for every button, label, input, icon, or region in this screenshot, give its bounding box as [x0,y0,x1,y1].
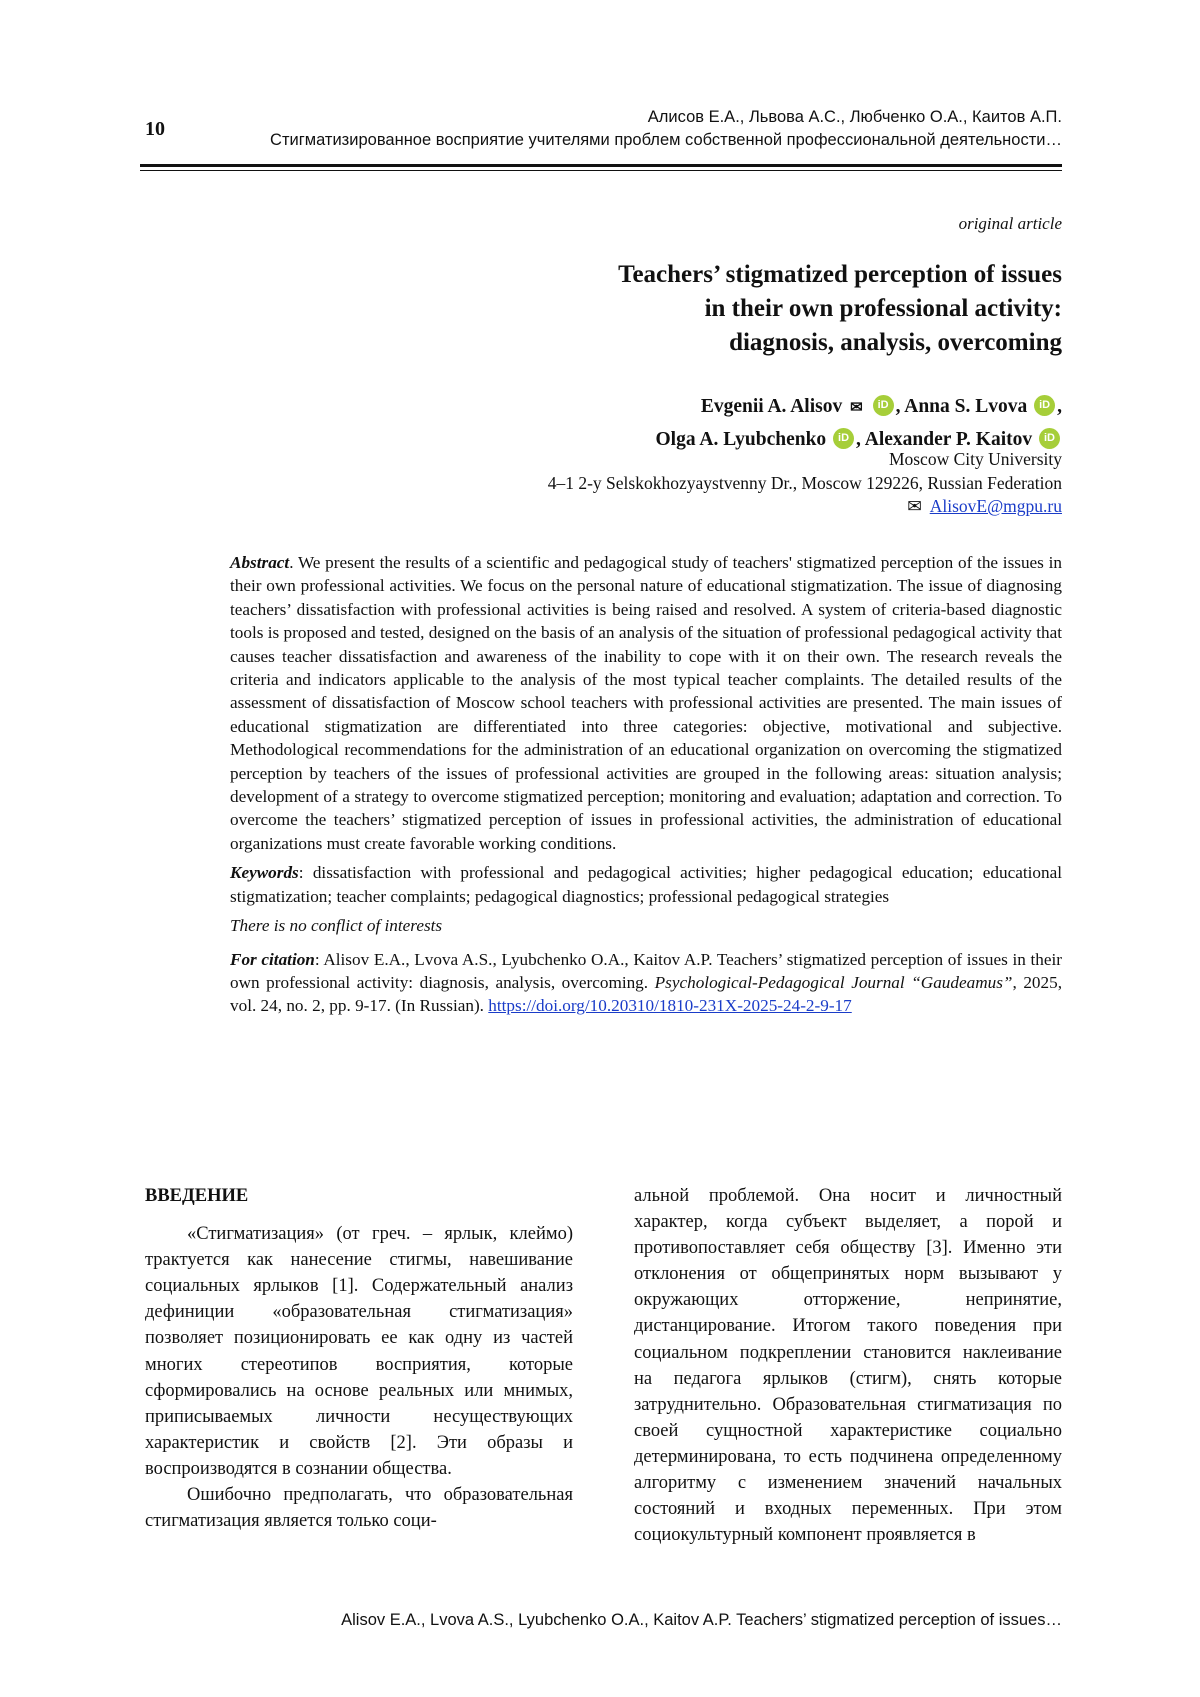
keywords-text: : dissatisfaction with professional and pedagogical activities; higher pedagogical education; educational stigmatization; teacher complaints; pedagogical diagnostics; professional pedagogical strategies [230,863,1062,906]
conflict-statement: There is no conflict of interests [230,916,443,936]
keywords-paragraph [230,861,1062,908]
title-line-2: in their own professional activity: [704,295,1062,322]
orcid-icon[interactable]: iD [833,428,854,449]
section-heading-introduction: ВВЕДЕНИЕ [145,1186,249,1206]
body-paragraph: Ошибочно предполагать, что образовательная стигматизация является только соци- [145,1485,573,1532]
orcid-icon[interactable]: iD [1034,395,1055,416]
running-header-title: Стигматизированное восприятие учителями проблем собственной профессиональной деятельности… [270,131,1062,149]
abstract-paragraph [230,551,1062,855]
university-name: Moscow City University [888,449,1062,469]
body-column-right [634,1183,1062,1548]
running-header-authors: Алисов Е.А., Львова А.С., Любченко О.А., Каитов А.П. [647,108,1062,126]
header-rule-thin [140,170,1062,171]
header-rule-thick [140,164,1062,167]
body-paragraph: «Стигматизация» (от греч. – ярлык, клеймо) трактуется как нанесение стигмы, навешивание социальных ярлыков [1]. Содержательный анализ дефиниции «образовательная стигматизация» позволяет позиционировать ее как одну из частей многих стереотипов восприятия, которые сформировались на основе реальных или мнимых, приписываемых личности несуществующих характеристик и свойств [2]. Эти образы и воспроизводятся в сознании общества. [145,1224,573,1479]
affiliation [548,448,1062,519]
title-line-3: diagnosis, analysis, overcoming [729,329,1062,356]
body-paragraph: альной проблемой. Она носит и личностный характер, когда субъект выделяет, а порой и противопоставляет себя обществу [3]. Именно эти отклонения от общепринятых норм вызывают у окружающих отторжение, непринятие, дистанцирование. Итогом такого поведения при социальном подкреплении становится наклеивание на педагога ярлыков (стигм), снять которые затруднительно. Образовательная стигматизация по своей сущностной характеристике социально детерминирована, то есть подчинена определенному алгоритму с изменением значений начальных состояний и входных переменных. При этом социокультурный компонент проявляется в [634,1186,1062,1546]
abstract-block [230,551,1062,1018]
author-lyubchenko: Olga A. Lyubchenko [655,429,827,450]
keywords-label: Keywords [230,863,299,883]
email-link[interactable]: AlisovE@mgpu.ru [929,496,1062,516]
page-number: 10 [145,118,165,140]
orcid-icon[interactable]: iD [873,395,894,416]
author-list [655,391,1062,455]
author-line-1: Evgenii A. Alisov ✉ iD , Anna S. Lvova iD , [700,396,1062,417]
citation-text: : Alisov E.A., Lvova A.S., Lyubchenko O.A., Kaitov A.P. Teachers’ stigmatized perception of issues in their own professional activity: diagnosis, analysis, overcoming. [230,949,1062,992]
citation-tail: , 2025, vol. 24, no. 2, pp. 9-17. (In Russian). [230,972,1063,1016]
contact-email-line [548,495,1062,519]
orcid-icon[interactable]: iD [1039,428,1060,449]
citation-paragraph [230,948,1062,1018]
citation-label: For citation [230,949,315,969]
article-title [362,258,1062,360]
author-lvova: Anna S. Lvova [904,396,1028,417]
author-alisov: Evgenii A. Alisov [700,396,843,417]
university-address: 4–1 2-y Selskokhozyaystvenny Dr., Moscow 129226, Russian Federation [547,472,1062,493]
doi-link[interactable]: https://doi.org/10.20310/1810-231X-2025-24-2-9-17 [488,996,852,1016]
article-type: original article [958,214,1062,233]
abstract-text: . We present the results of a scientific and pedagogical study of teachers' stigmatized perception of the issues in their own professional activities. We focus on the personal nature of educational stigmatization. The issue of diagnosing teachers’ dissatisfaction with professional activities is being raised and resolved. A system of criteria-based diagnostic tools is proposed and tested, designed on the basis of an analysis of the situation of professional pedagogical activity that causes teacher dissatisfaction and awareness of the inability to cope with it on their own. The research reveals the criteria and indicators applicable to the analysis of the most typical teacher complaints. The detailed results of the assessment of dissatisfaction of Moscow school teachers with professional activities are presented. The main issues of educational stigmatization are differentiated into three categories: objective, motivational and subjective. Methodological recommendations for the administration of an educational organization on overcoming the stigmatized perception by teachers of the issues of professional activities are grouped in the following areas: situation analysis; development of a strategy to overcome stigmatized perception; monitoring and evaluation; adaptation and correction. To overcome the teachers’ stigmatized perception of issues in professional activities, the administration of educational organizations must create favorable working conditions. [230,553,1062,853]
running-footer: Alisov E.A., Lvova A.S., Lyubchenko O.A., Kaitov A.P. Teachers’ stigmatized perception of issues… [341,1611,1062,1629]
author-line-2: Olga A. Lyubchenko iD , Alexander P. Kaitov iD [655,424,1062,455]
citation-journal: Psychological-Pedagogical Journal “Gaudeamus” [654,972,1013,992]
envelope-icon: ✉ [907,496,922,516]
body-column-left [145,1183,573,1534]
abstract-label: Abstract [230,553,290,572]
envelope-icon: ✉ [850,400,863,416]
title-line-1: Teachers’ stigmatized perception of issues [618,261,1062,288]
author-kaitov: Alexander P. Kaitov [864,429,1033,450]
